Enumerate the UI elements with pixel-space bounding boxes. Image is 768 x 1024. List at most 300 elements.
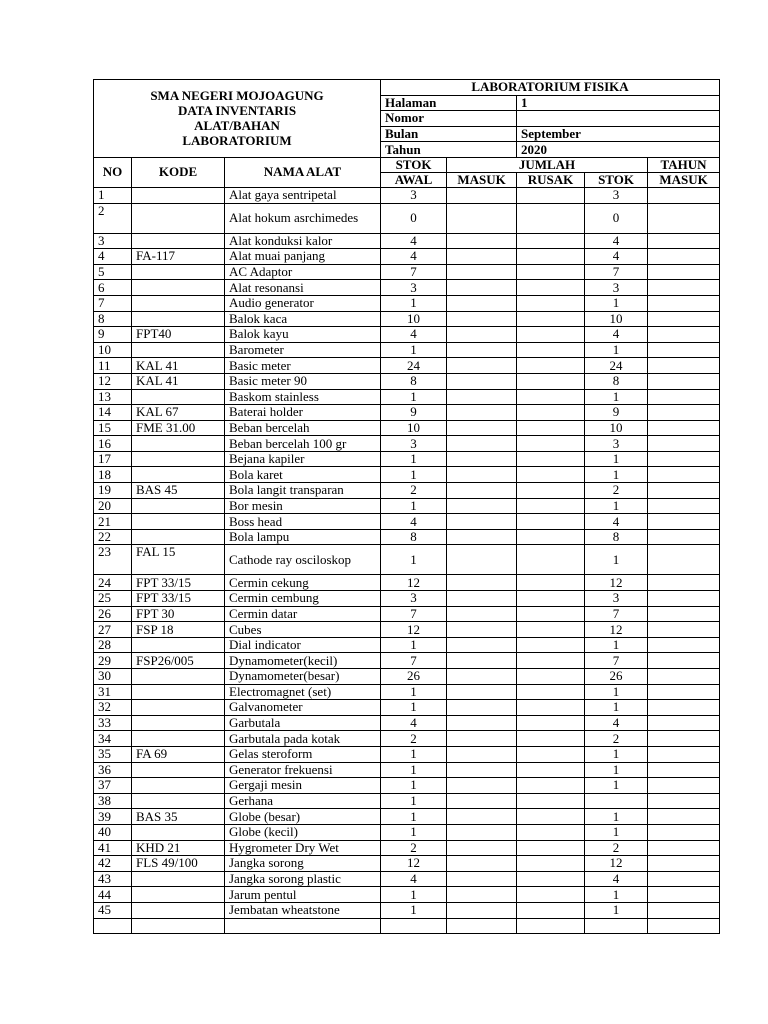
cell-no: 7 xyxy=(94,295,132,311)
cell-nama: Beban bercelah xyxy=(225,420,381,436)
table-row xyxy=(94,622,720,638)
cell-stok: 4 xyxy=(585,249,648,265)
cell-stok: 4 xyxy=(585,233,648,249)
table-row xyxy=(94,389,720,405)
cell-nama: Cermin datar xyxy=(225,606,381,622)
cell-rusak xyxy=(517,187,585,203)
cell-rusak xyxy=(517,514,585,530)
cell-stok-awal: 4 xyxy=(381,871,447,887)
cell-nama: Gerhana xyxy=(225,793,381,809)
cell-masuk xyxy=(447,902,517,918)
cell-nama: Galvanometer xyxy=(225,700,381,716)
cell-tahun-masuk xyxy=(648,622,720,638)
table-row xyxy=(94,746,720,762)
table-row xyxy=(94,700,720,716)
cell-tahun-masuk xyxy=(648,856,720,872)
meta-label: Nomor xyxy=(381,111,517,127)
cell-tahun-masuk xyxy=(648,606,720,622)
cell-masuk xyxy=(447,653,517,669)
cell-stok: 24 xyxy=(585,358,648,374)
table-row xyxy=(94,467,720,483)
cell-no: 15 xyxy=(94,420,132,436)
cell-nama: Globe (besar) xyxy=(225,809,381,825)
cell-masuk xyxy=(447,887,517,903)
cell-no: 34 xyxy=(94,731,132,747)
cell-no: 40 xyxy=(94,824,132,840)
cell-nama: Bola karet xyxy=(225,467,381,483)
cell-nama: Gelas steroform xyxy=(225,746,381,762)
cell-tahun-masuk xyxy=(648,887,720,903)
cell-stok: 8 xyxy=(585,373,648,389)
cell-masuk xyxy=(447,451,517,467)
cell-stok: 12 xyxy=(585,575,648,591)
cell-stok: 1 xyxy=(585,295,648,311)
cell-no: 39 xyxy=(94,809,132,825)
cell-kode xyxy=(132,902,225,918)
cell-masuk xyxy=(447,793,517,809)
cell-tahun-masuk xyxy=(648,918,720,934)
cell-masuk xyxy=(447,514,517,530)
cell-no: 1 xyxy=(94,187,132,203)
cell-stok: 3 xyxy=(585,436,648,452)
cell-stok-awal: 10 xyxy=(381,420,447,436)
cell-stok-awal: 8 xyxy=(381,529,447,545)
table-row xyxy=(94,731,720,747)
cell-nama: Electromagnet (set) xyxy=(225,684,381,700)
cell-rusak xyxy=(517,389,585,405)
cell-tahun-masuk xyxy=(648,514,720,530)
cell-no: 28 xyxy=(94,637,132,653)
cell-stok: 26 xyxy=(585,669,648,685)
cell-tahun-masuk xyxy=(648,700,720,716)
cell-no: 44 xyxy=(94,887,132,903)
cell-stok-awal: 26 xyxy=(381,669,447,685)
cell-nama: Balok kaca xyxy=(225,311,381,327)
cell-masuk xyxy=(447,824,517,840)
cell-stok: 7 xyxy=(585,264,648,280)
col-header-stok: STOK xyxy=(585,172,648,187)
cell-masuk xyxy=(447,280,517,296)
cell-no: 22 xyxy=(94,529,132,545)
cell-tahun-masuk xyxy=(648,840,720,856)
table-row xyxy=(94,420,720,436)
cell-tahun-masuk xyxy=(648,669,720,685)
cell-stok-awal: 7 xyxy=(381,606,447,622)
cell-rusak xyxy=(517,700,585,716)
cell-rusak xyxy=(517,249,585,265)
cell-rusak xyxy=(517,824,585,840)
cell-no: 37 xyxy=(94,778,132,794)
cell-rusak xyxy=(517,327,585,343)
cell-rusak xyxy=(517,529,585,545)
cell-masuk xyxy=(447,327,517,343)
cell-masuk xyxy=(447,405,517,421)
cell-kode xyxy=(132,529,225,545)
cell-stok: 7 xyxy=(585,653,648,669)
cell-stok-awal: 1 xyxy=(381,467,447,483)
table-row xyxy=(94,637,720,653)
cell-stok: 1 xyxy=(585,342,648,358)
cell-tahun-masuk xyxy=(648,389,720,405)
table-row xyxy=(94,871,720,887)
cell-rusak xyxy=(517,902,585,918)
cell-stok: 7 xyxy=(585,606,648,622)
cell-tahun-masuk xyxy=(648,545,720,575)
cell-no: 25 xyxy=(94,591,132,607)
meta-label: Tahun xyxy=(381,142,517,158)
cell-nama: Generator frekuensi xyxy=(225,762,381,778)
cell-rusak xyxy=(517,342,585,358)
cell-masuk xyxy=(447,233,517,249)
table-row xyxy=(94,545,720,575)
table-row xyxy=(94,436,720,452)
cell-tahun-masuk xyxy=(648,264,720,280)
cell-kode: BAS 35 xyxy=(132,809,225,825)
cell-masuk xyxy=(447,591,517,607)
table-row xyxy=(94,233,720,249)
cell-tahun-masuk xyxy=(648,498,720,514)
cell-masuk xyxy=(447,529,517,545)
cell-masuk xyxy=(447,295,517,311)
cell-stok-awal: 1 xyxy=(381,342,447,358)
cell-rusak xyxy=(517,373,585,389)
cell-stok: 1 xyxy=(585,467,648,483)
cell-stok-awal: 1 xyxy=(381,700,447,716)
cell-kode xyxy=(132,871,225,887)
cell-no: 17 xyxy=(94,451,132,467)
cell-kode xyxy=(132,264,225,280)
cell-nama: Bor mesin xyxy=(225,498,381,514)
cell-tahun-masuk xyxy=(648,575,720,591)
cell-rusak xyxy=(517,498,585,514)
cell-rusak xyxy=(517,420,585,436)
cell-nama: Jangka sorong plastic xyxy=(225,871,381,887)
table-row xyxy=(94,575,720,591)
cell-kode xyxy=(132,887,225,903)
cell-nama: Garbutala xyxy=(225,715,381,731)
cell-stok-awal xyxy=(381,918,447,934)
cell-stok: 12 xyxy=(585,856,648,872)
cell-stok-awal: 1 xyxy=(381,451,447,467)
cell-no: 9 xyxy=(94,327,132,343)
cell-masuk xyxy=(447,856,517,872)
table-row xyxy=(94,902,720,918)
cell-stok: 4 xyxy=(585,715,648,731)
cell-stok-awal: 1 xyxy=(381,295,447,311)
cell-no: 13 xyxy=(94,389,132,405)
cell-no: 4 xyxy=(94,249,132,265)
cell-nama: AC Adaptor xyxy=(225,264,381,280)
cell-no: 3 xyxy=(94,233,132,249)
cell-tahun-masuk xyxy=(648,871,720,887)
cell-stok-awal: 12 xyxy=(381,575,447,591)
cell-rusak xyxy=(517,793,585,809)
cell-stok: 1 xyxy=(585,902,648,918)
cell-nama: Dynamometer(besar) xyxy=(225,669,381,685)
cell-stok-awal: 0 xyxy=(381,203,447,233)
cell-rusak xyxy=(517,840,585,856)
cell-masuk xyxy=(447,715,517,731)
cell-stok-awal: 4 xyxy=(381,233,447,249)
cell-stok-awal: 1 xyxy=(381,498,447,514)
cell-kode xyxy=(132,233,225,249)
cell-no: 43 xyxy=(94,871,132,887)
cell-tahun-masuk xyxy=(648,342,720,358)
cell-masuk xyxy=(447,778,517,794)
cell-kode: KAL 41 xyxy=(132,358,225,374)
cell-masuk xyxy=(447,483,517,499)
cell-no: 27 xyxy=(94,622,132,638)
cell-kode xyxy=(132,762,225,778)
cell-stok: 10 xyxy=(585,420,648,436)
cell-tahun-masuk xyxy=(648,311,720,327)
cell-kode: FSP 18 xyxy=(132,622,225,638)
cell-stok-awal: 1 xyxy=(381,793,447,809)
cell-stok-awal: 3 xyxy=(381,591,447,607)
cell-no: 36 xyxy=(94,762,132,778)
cell-no: 21 xyxy=(94,514,132,530)
cell-no: 41 xyxy=(94,840,132,856)
cell-stok-awal: 2 xyxy=(381,840,447,856)
cell-no: 16 xyxy=(94,436,132,452)
cell-rusak xyxy=(517,684,585,700)
meta-label: Halaman xyxy=(381,95,517,111)
table-row xyxy=(94,778,720,794)
cell-kode xyxy=(132,918,225,934)
cell-masuk xyxy=(447,575,517,591)
cell-masuk xyxy=(447,809,517,825)
cell-tahun-masuk xyxy=(648,746,720,762)
cell-kode xyxy=(132,436,225,452)
cell-masuk xyxy=(447,436,517,452)
cell-no: 12 xyxy=(94,373,132,389)
table-row xyxy=(94,280,720,296)
cell-rusak xyxy=(517,311,585,327)
cell-rusak xyxy=(517,606,585,622)
cell-kode: FA-117 xyxy=(132,249,225,265)
cell-kode xyxy=(132,731,225,747)
table-row xyxy=(94,653,720,669)
cell-masuk xyxy=(447,918,517,934)
cell-masuk xyxy=(447,746,517,762)
cell-no: 18 xyxy=(94,467,132,483)
cell-masuk xyxy=(447,669,517,685)
meta-value: 1 xyxy=(517,95,720,111)
cell-masuk xyxy=(447,840,517,856)
cell-no: 19 xyxy=(94,483,132,499)
cell-nama: Garbutala pada kotak xyxy=(225,731,381,747)
cell-rusak xyxy=(517,809,585,825)
cell-masuk xyxy=(447,389,517,405)
cell-tahun-masuk xyxy=(648,436,720,452)
cell-nama: Boss head xyxy=(225,514,381,530)
cell-stok: 1 xyxy=(585,451,648,467)
cell-no: 14 xyxy=(94,405,132,421)
cell-no: 26 xyxy=(94,606,132,622)
cell-nama: Basic meter xyxy=(225,358,381,374)
cell-stok: 3 xyxy=(585,187,648,203)
cell-stok: 10 xyxy=(585,311,648,327)
cell-kode xyxy=(132,342,225,358)
cell-stok-awal: 1 xyxy=(381,684,447,700)
cell-stok: 1 xyxy=(585,746,648,762)
table-row xyxy=(94,514,720,530)
cell-masuk xyxy=(447,373,517,389)
cell-nama: Dynamometer(kecil) xyxy=(225,653,381,669)
cell-no: 32 xyxy=(94,700,132,716)
cell-kode xyxy=(132,778,225,794)
cell-stok: 1 xyxy=(585,778,648,794)
cell-kode: KAL 67 xyxy=(132,405,225,421)
cell-stok: 4 xyxy=(585,871,648,887)
cell-tahun-masuk xyxy=(648,373,720,389)
cell-nama: Jembatan wheatstone xyxy=(225,902,381,918)
cell-masuk xyxy=(447,871,517,887)
cell-rusak xyxy=(517,746,585,762)
cell-tahun-masuk xyxy=(648,653,720,669)
table-row xyxy=(94,451,720,467)
cell-no: 5 xyxy=(94,264,132,280)
cell-kode: FSP26/005 xyxy=(132,653,225,669)
cell-stok-awal: 4 xyxy=(381,514,447,530)
school-line: DATA INVENTARIS xyxy=(177,103,297,119)
cell-stok: 1 xyxy=(585,545,648,575)
cell-kode xyxy=(132,700,225,716)
cell-stok: 8 xyxy=(585,529,648,545)
table-row xyxy=(94,762,720,778)
table-row xyxy=(94,311,720,327)
cell-nama xyxy=(225,918,381,934)
cell-kode: FPT 33/15 xyxy=(132,575,225,591)
cell-tahun-masuk xyxy=(648,187,720,203)
cell-no: 10 xyxy=(94,342,132,358)
cell-rusak xyxy=(517,483,585,499)
cell-rusak xyxy=(517,358,585,374)
cell-tahun-masuk xyxy=(648,203,720,233)
table-row xyxy=(94,295,720,311)
cell-rusak xyxy=(517,575,585,591)
cell-nama: Beban bercelah 100 gr xyxy=(225,436,381,452)
meta-label: Bulan xyxy=(381,126,517,142)
table-row xyxy=(94,809,720,825)
cell-stok: 12 xyxy=(585,622,648,638)
cell-kode: FA 69 xyxy=(132,746,225,762)
meta-value: 2020 xyxy=(517,142,720,158)
cell-kode: FLS 49/100 xyxy=(132,856,225,872)
cell-masuk xyxy=(447,684,517,700)
cell-stok-awal: 12 xyxy=(381,622,447,638)
cell-rusak xyxy=(517,295,585,311)
cell-stok-awal: 1 xyxy=(381,778,447,794)
cell-nama: Cathode ray osciloskop xyxy=(225,545,381,575)
cell-stok: 1 xyxy=(585,498,648,514)
cell-stok: 1 xyxy=(585,700,648,716)
cell-kode: BAS 45 xyxy=(132,483,225,499)
table-row xyxy=(94,856,720,872)
cell-stok-awal: 12 xyxy=(381,856,447,872)
cell-stok: 1 xyxy=(585,824,648,840)
cell-stok: 1 xyxy=(585,684,648,700)
col-header-masuk: MASUK xyxy=(447,172,517,187)
cell-rusak xyxy=(517,436,585,452)
cell-nama: Basic meter 90 xyxy=(225,373,381,389)
school-line: SMA NEGERI MOJOAGUNG xyxy=(150,88,324,104)
cell-stok: 1 xyxy=(585,762,648,778)
cell-stok-awal: 7 xyxy=(381,653,447,669)
cell-rusak xyxy=(517,669,585,685)
cell-stok xyxy=(585,793,648,809)
cell-stok-awal: 24 xyxy=(381,358,447,374)
cell-rusak xyxy=(517,731,585,747)
cell-masuk xyxy=(447,203,517,233)
cell-tahun-masuk xyxy=(648,295,720,311)
cell-kode xyxy=(132,451,225,467)
cell-stok-awal: 1 xyxy=(381,824,447,840)
col-header-tahun: TAHUN xyxy=(648,157,720,172)
cell-no: 35 xyxy=(94,746,132,762)
table-row xyxy=(94,483,720,499)
cell-kode: KHD 21 xyxy=(132,840,225,856)
cell-tahun-masuk xyxy=(648,249,720,265)
cell-no: 42 xyxy=(94,856,132,872)
cell-rusak xyxy=(517,715,585,731)
table-row xyxy=(94,684,720,700)
cell-no: 8 xyxy=(94,311,132,327)
cell-rusak xyxy=(517,871,585,887)
cell-rusak xyxy=(517,622,585,638)
cell-tahun-masuk xyxy=(648,327,720,343)
cell-tahun-masuk xyxy=(648,591,720,607)
cell-nama: Alat konduksi kalor xyxy=(225,233,381,249)
cell-rusak xyxy=(517,233,585,249)
cell-no: 38 xyxy=(94,793,132,809)
cell-tahun-masuk xyxy=(648,467,720,483)
col-header-nama: NAMA ALAT xyxy=(225,157,381,187)
cell-kode xyxy=(132,389,225,405)
table-row xyxy=(94,824,720,840)
cell-stok: 2 xyxy=(585,840,648,856)
cell-stok-awal: 3 xyxy=(381,280,447,296)
meta-value xyxy=(517,111,720,127)
cell-rusak xyxy=(517,762,585,778)
cell-stok: 3 xyxy=(585,280,648,296)
cell-kode xyxy=(132,684,225,700)
cell-stok: 9 xyxy=(585,405,648,421)
cell-masuk xyxy=(447,762,517,778)
table-row xyxy=(94,358,720,374)
cell-stok-awal: 1 xyxy=(381,809,447,825)
cell-stok-awal: 4 xyxy=(381,327,447,343)
cell-kode xyxy=(132,203,225,233)
cell-tahun-masuk xyxy=(648,483,720,499)
cell-nama: Hygrometer Dry Wet xyxy=(225,840,381,856)
cell-kode: FPT 30 xyxy=(132,606,225,622)
cell-nama: Cermin cembung xyxy=(225,591,381,607)
cell-masuk xyxy=(447,187,517,203)
cell-masuk xyxy=(447,700,517,716)
cell-masuk xyxy=(447,420,517,436)
cell-stok: 0 xyxy=(585,203,648,233)
cell-stok: 1 xyxy=(585,809,648,825)
lab-title: LABORATORIUM FISIKA xyxy=(381,80,720,96)
table-row xyxy=(94,203,720,233)
cell-kode xyxy=(132,793,225,809)
cell-nama: Bola lampu xyxy=(225,529,381,545)
cell-rusak xyxy=(517,918,585,934)
school-line: ALAT/BAHAN xyxy=(194,118,280,134)
cell-stok-awal: 3 xyxy=(381,187,447,203)
inventory-sheet xyxy=(93,79,720,934)
